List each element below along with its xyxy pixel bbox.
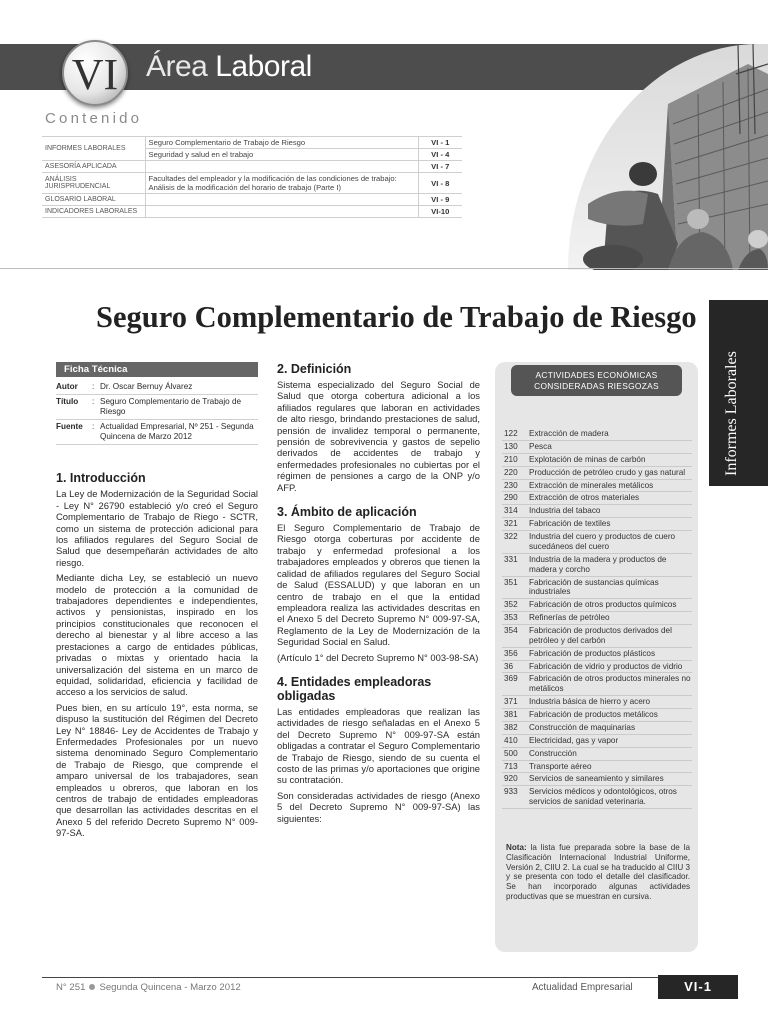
activity-description: Extracción de madera [529, 429, 609, 438]
contents-row[interactable] [42, 137, 462, 149]
activity-row [502, 441, 692, 454]
footer-issue [56, 982, 241, 993]
section-badge [62, 40, 128, 106]
activity-code: 371 [504, 697, 518, 707]
activity-description: Fabricación de productos plásticos [529, 648, 656, 658]
contents-row[interactable] [42, 206, 462, 218]
activity-description: Servicios de saneamiento y similares [529, 774, 664, 784]
activity-code: 381 [504, 710, 518, 720]
activity-code: 290 [504, 493, 518, 503]
activity-description: Servicios médicos y odontológicos, otros servicios de sanidad veterinaria. [529, 787, 677, 807]
activity-row [502, 428, 692, 441]
area-title-part2: Laboral [215, 50, 312, 83]
contents-topic [145, 206, 418, 218]
activity-row [502, 531, 692, 554]
activity-description: Fabricación de otros productos minerales no metálicos [529, 674, 691, 694]
activity-description: Fabricación de sustancias químicas industriales [529, 577, 659, 597]
side-section-tab [709, 300, 768, 486]
activity-description: Refinerías de petróleo [529, 613, 610, 623]
paragraph: Son consideradas actividades de riesgo (Anexo 5 del Decreto Supremo N° 009-97-SA) las siguientes: [277, 789, 480, 824]
activity-code: 713 [504, 761, 518, 771]
ficha-heading: Ficha Técnica [56, 362, 258, 377]
activity-code: 130 [504, 441, 518, 451]
paragraph: La Ley de Modernización de la Seguridad Social - Ley N° 26790 estableció y/o creó el Seguro Complementario de Trabajo de Riego - SCTR, como un sistema de protección adicional para los afiliados regulares del Seguro Social de Salud que desempeñarán actividades de alto riesgo. [56, 488, 258, 568]
ficha-row-source: Fuente : Actualidad Empresarial, Nº 251 - Segunda Quincena de Marzo 2012 [56, 420, 258, 445]
activity-code: 36 [504, 661, 514, 671]
activity-row [502, 661, 692, 674]
activity-description: Construcción [529, 748, 577, 758]
activity-row [502, 505, 692, 518]
activity-code: 354 [504, 625, 518, 635]
contents-page: VI - 9 [418, 194, 462, 206]
contents-page: VI - 8 [418, 173, 462, 194]
activity-code: 356 [504, 648, 518, 658]
activities-heading-line2: CONSIDERADAS RIESGOZAS [534, 380, 659, 391]
activities-heading-line1: ACTIVIDADES ECONÓMICAS [535, 370, 658, 380]
contents-page: VI - 7 [418, 161, 462, 173]
paragraph: El Seguro Complementario de Trabajo de Riesgo otorga coberturas por accidente de trabajo y enfermedad profesional a los trabajadores empleados y obreros que tienen la calidad de afiliados regulares del Seguro Social de Salud (ESSALUD) y que laboran en un centro de trabajo en el que la entidad empleadora realiza las actividades descritas en el Anexo 5 del Decreto Supremo N° 009-97-SA, Reglamento de la Ley de Modernización de la Seguridad Social en Salud. [277, 522, 480, 648]
activities-note [506, 843, 690, 902]
activity-description: Industria del cuero y productos de cuero sucedáneos del cuero [529, 532, 676, 551]
section-heading: 1. Introducción [56, 471, 146, 486]
column-middle [277, 362, 480, 828]
bullet-icon [89, 984, 95, 990]
activities-list [502, 428, 692, 809]
activity-description: Industria básica de hierro y acero [529, 697, 651, 707]
activity-code: 353 [504, 613, 518, 623]
contents-table [42, 136, 462, 218]
activity-row [502, 599, 692, 612]
ficha-row-title: Título : Seguro Complementario de Trabajo de Riesgo [56, 395, 258, 420]
contents-row[interactable] [42, 173, 462, 194]
activity-code: 321 [504, 519, 518, 529]
contents-heading: Contenido [45, 110, 143, 127]
ficha-row-author: Autor : Dr. Oscar Bernuy Álvarez [56, 380, 258, 395]
activity-row [502, 454, 692, 467]
activity-row [502, 761, 692, 774]
column-left [56, 362, 258, 843]
activity-description: Transporte aéreo [529, 761, 592, 771]
activities-note-label: Nota: [506, 843, 527, 852]
ficha-value: Dr. Oscar Bernuy Álvarez [100, 382, 193, 392]
paragraph: Mediante dicha Ley, se estableció un nuevo modelo de protección a la comunidad de trabajadores dependientes e independientes, activos y pensionistas, inspirado en los principios constitucionales que reconocen el derecho al bienestar y al libre acceso a las prestaciones a cargo de entidades públicas, privadas o mixtas y orientado hacia la universalización del sistema en un marco de equidad, solidaridad, eficiencia y facilidad de acceso a los servicios de salud. [56, 572, 258, 698]
activity-code: 230 [504, 480, 518, 490]
activity-row [502, 518, 692, 531]
ficha-key: Fuente [56, 422, 83, 432]
activity-code: 351 [504, 577, 518, 587]
activity-description: Explotación de minas de carbón [529, 454, 646, 464]
activities-note-text: la lista fue preparada sobre la base de la Clasificación Internacional Industrial Uniforme, Versión 2, CIIU 2. La cual se ha traducido al CIIU 3 y se presenta con todo el detalle del clasificador. Se han incorporado algunas actividades productivas que se muestran en cursiva. [506, 843, 691, 901]
contents-page: VI - 4 [418, 149, 462, 161]
footer-period: Segunda Quincena - Marzo 2012 [99, 982, 241, 993]
activity-row [502, 722, 692, 735]
activity-row [502, 480, 692, 493]
activity-description: Producción de petróleo crudo y gas natural [529, 467, 686, 477]
activity-code: 920 [504, 774, 518, 784]
activity-code: 369 [504, 674, 518, 684]
activity-row [502, 577, 692, 600]
ficha-value: Seguro Complementario de Trabajo de Riesgo [100, 397, 242, 417]
contents-topic: Seguridad y salud en el trabajo [145, 149, 418, 161]
contents-section: INFORMES LABORALES [42, 137, 145, 161]
activity-row [502, 748, 692, 761]
footer-issue-number: N° 251 [56, 982, 86, 993]
contents-topic: Facultades del empleador y la modificación de las condiciones de trabajo: Análisis de la modificación del horario de trabajo (Parte I) [145, 173, 418, 194]
activity-description: Industria de la madera y productos de madera y corcho [529, 554, 667, 574]
section-badge-label: VI [71, 50, 119, 99]
activities-heading [511, 365, 682, 396]
activity-code: 331 [504, 554, 518, 564]
contents-topic: Seguro Complementario de Trabajo de Riesgo [145, 137, 418, 149]
contents-row[interactable] [42, 194, 462, 206]
activity-code: 220 [504, 467, 518, 477]
contents-section: INDICADORES LABORALES [42, 206, 145, 218]
contents-topic [145, 194, 418, 206]
ficha-value: Actualidad Empresarial, Nº 251 - Segunda Quincena de Marzo 2012 [100, 422, 254, 442]
activity-code: 352 [504, 600, 518, 610]
contents-section: ANÁLISIS JURISPRUDENCIAL [42, 173, 145, 194]
activity-row [502, 735, 692, 748]
activity-description: Construcción de maquinarias [529, 722, 636, 732]
contents-section: GLOSARIO LABORAL [42, 194, 145, 206]
ficha-key: Título [56, 397, 79, 407]
activity-code: 933 [504, 787, 518, 797]
area-title-part1: Área [146, 50, 208, 83]
activity-description: Fabricación de vidrio y productos de vidrio [529, 661, 683, 671]
activity-row [502, 648, 692, 661]
activity-code: 122 [504, 429, 518, 438]
activity-row [502, 709, 692, 722]
divider [0, 268, 768, 269]
section-heading: 2. Definición [277, 362, 352, 376]
activity-description: Electricidad, gas y vapor [529, 735, 619, 745]
article-title: Seguro Complementario de Trabajo de Riesgo [96, 300, 697, 334]
activity-code: 410 [504, 735, 518, 745]
activity-code: 322 [504, 532, 518, 542]
footer-divider [42, 977, 728, 978]
paragraph: Las entidades empleadoras que realizan las actividades de riesgo señaladas en el Anexo 5 del Decreto Supremo N° 009-97-SA están obligadas a contratar el Seguro Complementario de Trabajo de Riesgo, siendo de su cuenta el costo de las primas y/o aportaciones que origine su contratación. [277, 705, 480, 786]
contents-page: VI - 1 [418, 137, 462, 149]
activity-code: 500 [504, 748, 518, 758]
activity-row [502, 625, 692, 648]
contents-topic [145, 161, 418, 173]
activity-code: 314 [504, 506, 518, 516]
activity-row [502, 673, 692, 696]
section-heading: 4. Entidades empleadoras obligadas [277, 674, 432, 703]
activity-code: 382 [504, 722, 518, 732]
activity-description: Pesca [529, 441, 552, 451]
activity-row [502, 492, 692, 505]
side-section-tab-label: Informes Laborales [723, 351, 740, 476]
activity-row [502, 773, 692, 786]
footer-publication: Actualidad Empresarial [532, 982, 633, 993]
paragraph: Sistema especializado del Seguro Social de Salud que otorga cobertura adicional a los afiliados regulares que laboran en actividades de alto riesgo, brindando prestaciones de salud, pensión de invalidez temporal o permanente, pensión de sobrevivencia y gastos de sepelio derivados de accidentes de trabajo y enfermedades profesionales no cubiertas por el régimen de pensiones a cargo de la ONP y/o AFP. [277, 379, 480, 493]
activity-description: Fabricación de productos derivados del petróleo y del carbón [529, 625, 672, 645]
paragraph: (Artículo 1° del Decreto Supremo N° 003-98-SA) [277, 651, 479, 663]
activity-row [502, 786, 692, 809]
activity-row [502, 696, 692, 709]
activity-description: Extracción de minerales metálicos [529, 480, 654, 490]
activity-description: Industria del tabaco [529, 506, 601, 516]
activity-description: Fabricación de otros productos químicos [529, 600, 677, 610]
activity-row [502, 554, 692, 577]
activity-description: Extracción de otros materiales [529, 493, 640, 503]
area-title [146, 50, 312, 84]
section-heading: 3. Ámbito de aplicación [277, 505, 417, 520]
ficha-key: Autor [56, 382, 78, 392]
contents-row[interactable] [42, 161, 462, 173]
activity-row [502, 467, 692, 480]
activity-code: 210 [504, 454, 518, 464]
footer-page-number: VI-1 [658, 975, 738, 999]
contents-section: ASESORÍA APLICADA [42, 161, 145, 173]
contents-page: VI-10 [418, 206, 462, 218]
activity-description: Fabricación de textiles [529, 519, 611, 529]
activity-description: Fabricación de productos metálicos [529, 710, 658, 720]
paragraph: Pues bien, en su artículo 19°, esta norma, se dispuso la sustitución del Régimen del Decreto Ley N° 18846- Ley de Accidentes de Trabajo y Enfermedades Profesionales por un nuevo sistema denominado Seguro Complementario de Trabajo de Riesgo, que comprende el amparo universal de los trabajadores, sean empleados u obreros, que laboran en los centros de trabajo de entidades empleadoras que desarrollan las actividades descritas en el Anexo 5 del referido Decreto Supremo N° 009-97-SA. [56, 701, 258, 839]
activity-row [502, 612, 692, 625]
